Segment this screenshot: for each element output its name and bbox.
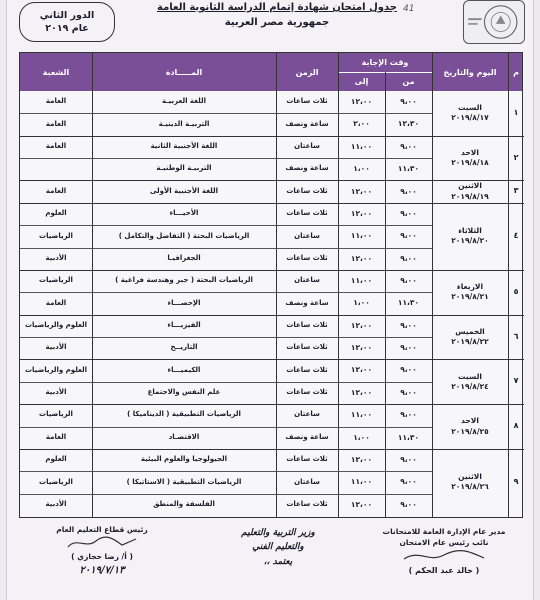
time-from-cell: ٩،٠٠ [400,186,417,196]
day-date-cell [432,359,508,404]
title-country: جمهورية مصر العربية [224,17,330,28]
time-to-cell: ١٢،٠٠ [350,343,373,353]
day-name: السبت [457,371,483,381]
row-number: ٧ [513,376,519,386]
time-from-cell: ٩،٠٠ [400,365,417,375]
time-to-cell: ١١،٠٠ [350,275,373,285]
row-number: ٤ [513,230,519,240]
duration-cell: ساعة ونصف [285,119,329,128]
time-from-cell: ٩،٠٠ [400,499,417,509]
exam-year-label: عام ٢٠١٩ [45,23,89,34]
signature-block-sector-head [17,524,187,578]
signature-block-exams-director [369,526,519,577]
time-from-cell: ٩،٠٠ [400,208,417,218]
exam-date: ٢٠١٩/٨/١٩ [451,191,489,201]
director-title: مدير عام الإدارة العامة للامتحانات [382,527,506,536]
time-from-cell: ١٢،٣٠ [397,119,420,129]
exam-round-box [19,2,115,42]
day-date-cell [432,91,508,136]
time-to-cell: ١١،٠٠ [350,477,373,487]
document-title [157,0,397,30]
row-number: ٢ [513,152,519,162]
branch-cell: العلوم [45,455,67,464]
day-date-cell [432,180,508,202]
minister-title: وزير التربية والتعليم [241,528,315,538]
duration-cell: ساعتان [294,276,320,285]
header-branch: الشعبة [42,67,70,77]
day-name: الاثنين [458,472,482,482]
deputy-title: نائب رئيس عام الامتحان [399,538,489,548]
time-from-cell: ١١،٣٠ [397,298,420,308]
time-from-cell: ٩،٠٠ [400,343,417,353]
subject-cell: اللغة العربيـة [162,97,206,106]
day-date-cell [432,270,508,315]
branch-cell: العامة [45,142,67,151]
time-to-cell: ٢،٠٠ [353,119,370,129]
ministry-logo [463,0,525,44]
document-header [7,0,533,48]
time-from-cell: ٩،٠٠ [400,320,417,330]
subject-cell: الجغرافيـا [167,253,201,262]
duration-cell: ساعة ونصف [285,298,329,307]
exam-date: ٢٠١٩/٨/١٧ [451,113,489,123]
time-to-cell: ١٢،٠٠ [350,499,373,509]
duration-cell: ساعتان [294,477,320,486]
duration-cell: ثلاث ساعات [286,388,328,397]
header-row-number: م [513,67,519,77]
subject-cell: الرياضيات البحتة ( جبر وهندسة فراغية ) [115,276,253,285]
time-to-cell: ١٢،٠٠ [350,97,373,107]
time-from-cell: ٩،٠٠ [400,231,417,241]
day-name: الاثنين [458,181,482,191]
time-to-cell: ١٢،٠٠ [350,387,373,397]
time-from-cell: ٩،٠٠ [400,97,417,107]
time-to-cell: ١١،٠٠ [350,410,373,420]
row-number: ٩ [513,477,519,487]
duration-cell: ساعة ونصف [285,164,329,173]
time-to-cell: ١١،٠٠ [350,141,373,151]
handwritten-number: 41 [403,4,415,14]
header-subject: المـــــادة [165,67,203,77]
time-to-cell: ١٢،٠٠ [350,186,373,196]
director-name: ( خالد عبد الحكم ) [408,565,480,575]
duration-cell: ثلاث ساعات [286,97,328,106]
branch-cell: العامة [45,97,67,106]
time-to-cell: ١،٠٠ [353,164,370,174]
subject-cell: الرياضيات التطبيقية ( الاستاتيكا ) [126,477,242,486]
duration-cell: ثلاث ساعات [286,209,328,218]
header-from: من [402,77,415,86]
handwritten-signature-icon [399,549,489,563]
ministry-seal-icon [464,1,524,43]
sector-head-title: رئيس قطاع التعليم العام [56,525,148,534]
exam-schedule-table [19,52,523,518]
duration-cell: ساعتان [294,231,320,240]
branch-cell: الأدبية [45,388,67,397]
branch-cell: العامة [45,432,67,441]
time-from-cell: ٩،٠٠ [400,275,417,285]
document-footer [7,520,533,600]
exam-date: ٢٠١٩/٨/٢٦ [451,482,489,492]
day-name: الخميس [455,326,485,336]
time-from-cell: ٩،٠٠ [400,141,417,151]
exam-date: ٢٠١٩/٨/١٨ [451,158,489,168]
row-number: ٣ [513,186,519,196]
time-from-cell: ٩،٠٠ [400,477,417,487]
exam-date: ٢٠١٩/٨/٢٠ [451,236,489,246]
subject-cell: الرياضيات التطبيقية ( الديناميكا ) [127,410,241,419]
duration-cell: ساعتان [294,142,320,151]
branch-cell: العامة [45,298,67,307]
time-to-cell: ١٢،٠٠ [350,454,373,464]
exam-date: ٢٠١٩/٨/٢٢ [451,337,489,347]
time-to-cell: ١١،٠٠ [350,231,373,241]
header-day-date: اليوم والتاريخ [443,67,497,77]
sector-head-name: ( أ/ رضا حجازي ) [71,552,133,562]
title-main: جدول امتحان شهادة إتمام الدراسة الثانوية العامة [157,2,397,13]
exam-date: ٢٠١٩/٨/٢٤ [451,381,489,391]
branch-cell: الرياضيات [39,477,73,486]
time-to-cell: ١٢،٠٠ [350,365,373,375]
duration-cell: ثلاث ساعات [286,343,328,352]
subject-cell: الجيولوجيا والعلوم البيئية [140,455,228,464]
row-number: ٨ [513,421,519,431]
subject-cell: علم النفس والاجتماع [147,388,221,397]
signature-block-minister [203,526,353,569]
time-from-cell: ١١،٣٠ [397,164,420,174]
subject-cell: الفلسفة والمنطق [153,499,215,508]
exam-schedule-document [6,0,534,600]
day-name: السبت [457,103,483,113]
branch-cell: العلوم [45,209,67,218]
day-date-cell [432,203,508,270]
duration-cell: ساعة ونصف [285,432,329,441]
branch-cell: العامة [45,186,67,195]
row-number: ٥ [513,286,519,296]
handwritten-signature-icon [62,535,142,551]
row-number: ٦ [513,331,519,341]
day-date-cell [432,136,508,181]
minister-title-2: والتعليم الفني [252,542,304,553]
subject-cell: اللغة الأجنبية الثانية [150,142,218,151]
branch-cell: العامة [45,119,67,128]
day-date-cell [432,404,508,449]
day-name: الثلاثاء [458,226,482,236]
duration-cell: ثلاث ساعات [286,365,328,374]
subject-cell: اللغة الأجنبية الأولى [149,186,219,195]
branch-cell [20,158,92,180]
time-from-cell: ١١،٣٠ [397,432,420,442]
time-from-cell: ٩،٠٠ [400,410,417,420]
time-from-cell: ٩،٠٠ [400,253,417,263]
subject-cell: الرياضيات البحتة ( التفاضل والتكامل ) [118,231,250,240]
subject-cell: الأحيـــاء [169,209,199,218]
branch-cell: الأدبية [45,343,67,352]
day-date-cell [432,315,508,360]
day-name: الاحد [461,416,479,426]
duration-cell: ساعتان [294,410,320,419]
branch-cell: الأدبية [45,253,67,262]
branch-cell: العلوم والرياضيات [24,365,88,374]
header-answer-time: وقت الإجابة [361,58,409,67]
subject-cell: الفيزيـــاء [167,321,201,329]
time-to-cell: ١٢،٠٠ [350,320,373,330]
duration-cell: ثلاث ساعات [286,253,328,262]
day-name: الاحد [461,147,479,157]
branch-cell: الأدبية [45,499,67,508]
duration-cell: ثلاث ساعات [286,186,328,195]
row-number: ١ [513,107,519,117]
time-to-cell: ١٢،٠٠ [350,208,373,218]
day-date-cell [432,449,508,516]
duration-cell: ثلاث ساعات [286,455,328,464]
subject-cell: التاريــخ [170,343,198,352]
branch-cell: العلوم والرياضيات [24,321,88,329]
approval-label: يعتمد ،، [263,556,293,567]
time-to-cell: ١،٠٠ [353,432,370,442]
subject-cell: الإحصـــاء [167,298,201,307]
branch-cell: الرياضيات [39,276,73,285]
time-from-cell: ٩،٠٠ [400,387,417,397]
exam-date: ٢٠١٩/٨/٢١ [451,292,489,302]
time-to-cell: ١،٠٠ [353,298,370,308]
duration-cell: ثلاث ساعات [286,321,328,329]
subject-cell: التربيـة الدينيـة [158,119,210,128]
branch-cell: الرياضيات [39,410,73,419]
subject-cell: التربيـة الوطنيـة [156,164,212,173]
exam-round-label: الدور الثاني [39,9,95,21]
subject-cell: الاقتصـاد [168,432,200,441]
subject-cell: الكيميـــاء [167,365,201,374]
time-to-cell: ١٢،٠٠ [350,253,373,263]
branch-cell: الرياضيات [39,231,73,240]
time-from-cell: ٩،٠٠ [400,454,417,464]
exam-date: ٢٠١٩/٨/٢٥ [451,426,489,436]
day-name: الاربعاء [456,282,484,292]
header-to: إلى [354,77,369,86]
header-duration: الزمن [295,67,319,77]
signature-date: ٢٠١٩/٧/١٣ [79,564,125,576]
duration-cell: ثلاث ساعات [286,499,328,508]
